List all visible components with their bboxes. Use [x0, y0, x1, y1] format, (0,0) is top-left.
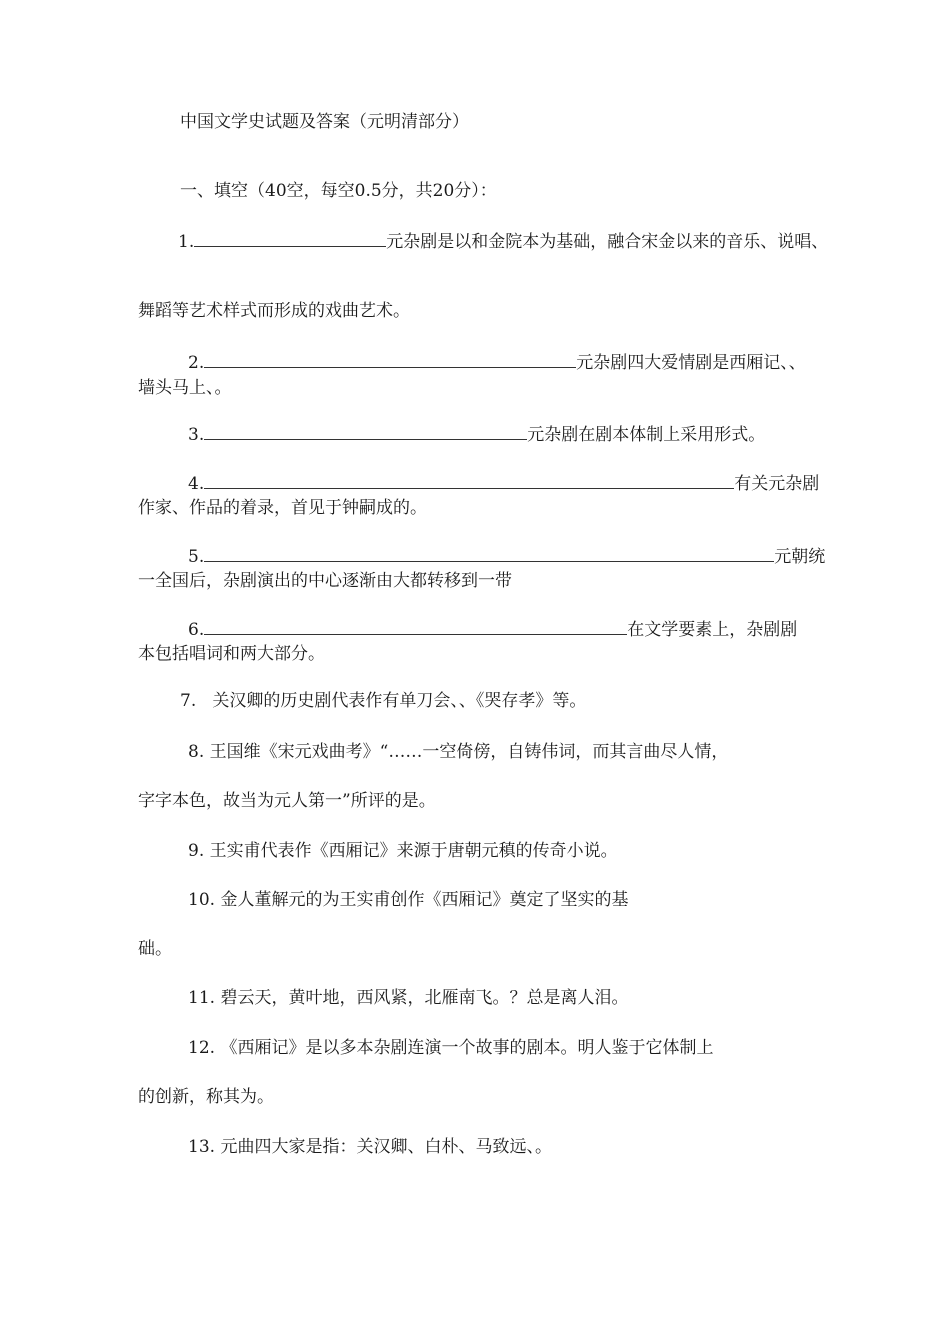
question-5-line-2: 一全国后，杂剧演出的中心逐渐由大都转移到一带: [138, 571, 512, 591]
question-4-blank: [204, 473, 734, 489]
question-5-line-1: [188, 546, 825, 568]
question-2-line-2: 墙头马上、。: [138, 378, 232, 398]
question-9: 9. 王实甫代表作《西厢记》来源于唐朝元稹的传奇小说。: [188, 841, 618, 861]
question-6-line-2: 本包括唱词和两大部分。: [138, 644, 325, 664]
question-10-line-2: 础。: [138, 939, 172, 959]
question-6-number: 6.: [188, 620, 205, 640]
question-4-line-1: [188, 473, 819, 495]
question-12-line-2: 的创新，称其为。: [138, 1087, 274, 1107]
question-3-text: 元杂剧在剧本体制上采用形式。: [527, 425, 766, 445]
question-3-line-1: [188, 424, 765, 446]
question-12-line-1: 12. 《西厢记》是以多本杂剧连演一个故事的剧本。明人鉴于它体制上: [188, 1038, 714, 1058]
question-1-text: 元杂剧是以和金院本为基础，融合宋金以来的音乐、说唱、: [386, 232, 829, 252]
question-4-number: 4.: [188, 474, 205, 494]
question-6-text: 在文学要素上，杂剧剧: [627, 620, 798, 640]
question-4-line-2: 作家、作品的着录，首见于钟嗣成的。: [138, 498, 427, 518]
question-1-number: 1.: [178, 232, 195, 252]
question-2-number: 2.: [188, 353, 205, 373]
question-3-number: 3.: [188, 425, 205, 445]
question-7: 7. 关汉卿的历史剧代表作有单刀会、、《哭存孝》等。: [180, 691, 587, 711]
document-title: 中国文学史试题及答案（元明清部分）: [180, 112, 469, 132]
question-2-text: 元杂剧四大爱情剧是西厢记、、: [576, 353, 806, 373]
question-5-text: 元朝统: [774, 547, 826, 567]
question-8-line-2: 字字本色，故当为元人第一”所评的是。: [138, 791, 436, 811]
section-heading: 一、填空（40空，每空0.5分，共20分）：: [180, 181, 497, 201]
question-6-blank: [204, 619, 627, 635]
question-1-blank: [194, 231, 386, 247]
question-2-blank: [204, 352, 576, 368]
question-5-number: 5.: [188, 547, 205, 567]
question-4-text: 有关元杂剧: [734, 474, 820, 494]
question-1-line-1: [178, 231, 828, 253]
question-13: 13. 元曲四大家是指：关汉卿、白朴、马致远、。: [188, 1137, 552, 1157]
question-11: 11. 碧云天，黄叶地，西风紧，北雁南飞。？总是离人泪。: [188, 988, 629, 1008]
question-5-blank: [204, 546, 774, 562]
question-10-line-1: 10. 金人董解元的为王实甫创作《西厢记》奠定了坚实的基: [188, 890, 629, 910]
question-2-line-1: [188, 352, 806, 374]
question-3-blank: [204, 424, 527, 440]
question-8-line-1: 8. 王国维《宋元戏曲考》“……一空倚傍，自铸伟词，而其言曲尽人情，: [188, 742, 729, 762]
question-1-line-2: 舞蹈等艺术样式而形成的戏曲艺术。: [138, 301, 410, 321]
question-6-line-1: [188, 619, 797, 641]
